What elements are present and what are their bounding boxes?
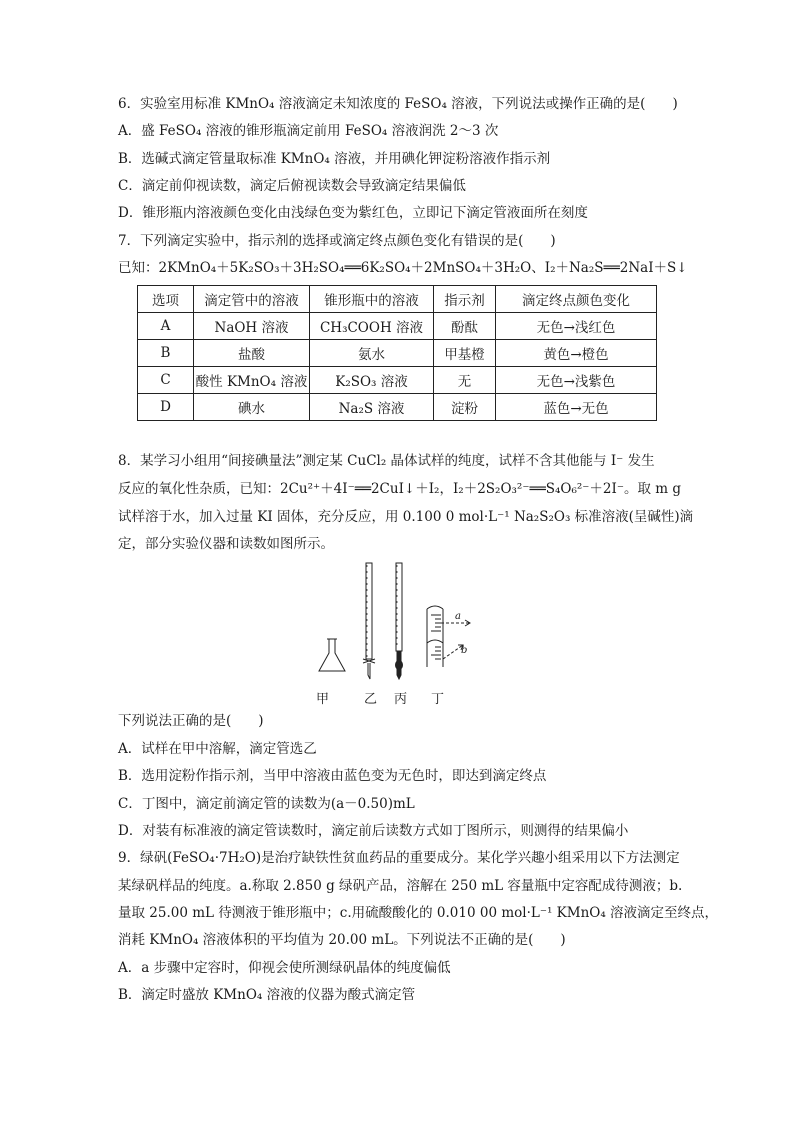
table-row [138, 394, 657, 421]
table-cell: 碘水 [194, 394, 310, 421]
figure-mark-a: a [455, 611, 461, 622]
q7-table [137, 285, 657, 421]
figure-label-bing: 丙 [394, 692, 408, 707]
table-header-cell: 锥形瓶中的溶液 [310, 286, 434, 313]
q9-line-3: 量取 25.00 mL 待测液于锥形瓶中；c.用硫酸酸化的 0.010 00 mol·L⁻¹ KMnO₄ 溶液滴定至终点， [118, 905, 719, 921]
table-cell: K₂SO₃ 溶液 [310, 367, 434, 394]
figure-label-yi: 乙 [364, 692, 378, 707]
q6-option-c: C．滴定前仰视读数，滴定后俯视读数会导致滴定结果偏低 [118, 178, 466, 194]
q9-line-1: 9．绿矾(FeSO₄·7H₂O)是治疗缺铁性贫血药品的重要成分。某化学兴趣小组采用以下方法测定 [118, 850, 680, 866]
acid-burette-icon [363, 563, 375, 679]
conical-flask-icon [319, 639, 345, 671]
figure-mark-b: b [461, 645, 468, 656]
q8-option-b: B．选用淀粉作指示剂，当甲中溶液由蓝色变为无色时，即达到滴定终点 [118, 768, 547, 784]
table-cell: 盐酸 [194, 340, 310, 367]
q8-option-d: D．对装有标准液的滴定管读数时，滴定前后读数方式如丁图所示，则测得的结果偏小 [118, 823, 629, 839]
q8-line-4: 定，部分实验仪器和读数如图所示。 [118, 536, 334, 552]
table-cell: D [138, 394, 194, 421]
table-cell: 酸性 KMnO₄ 溶液 [194, 367, 310, 394]
table-cell: 氨水 [310, 340, 434, 367]
q8-line-1: 8．某学习小组用“间接碘量法”测定某 CuCl₂ 晶体试样的纯度，试样不含其他能与 I⁻ 发生 [118, 453, 655, 469]
q9-option-b: B．滴定时盛放 KMnO₄ 溶液的仪器为酸式滴定管 [118, 987, 416, 1003]
q7-known: 已知：2KMnO₄＋5K₂SO₃＋3H₂SO₄══6K₂SO₄＋2MnSO₄＋3H₂O、I₂＋Na₂S══2NaI＋S↓ [118, 260, 688, 276]
table-cell: 无 [434, 367, 496, 394]
table-row [138, 313, 657, 340]
table-cell: 酚酞 [434, 313, 496, 340]
table-cell: 淀粉 [434, 394, 496, 421]
apparatus-figure [315, 557, 485, 707]
table-cell: 无色→浅红色 [496, 313, 657, 340]
q8-ask: 下列说法正确的是( ) [118, 713, 264, 729]
table-cell: 黄色→橙色 [496, 340, 657, 367]
q8-line-2: 反应的氧化性杂质，已知：2Cu²⁺＋4I⁻══2CuI↓＋I₂，I₂＋2S₂O₃²⁻══S₄O₆²⁻＋2I⁻。取 m g [118, 481, 681, 497]
q8-option-a: A．试样在甲中溶解，滴定管选乙 [118, 741, 317, 757]
q6-stem: 6．实验室用标准 KMnO₄ 溶液滴定未知浓度的 FeSO₄ 溶液，下列说法或操作正确的是( ) [118, 96, 678, 112]
table-cell: 甲基橙 [434, 340, 496, 367]
table-cell: B [138, 340, 194, 367]
q8-line-3: 试样溶于水，加入过量 KI 固体，充分反应，用 0.100 0 mol·L⁻¹ Na₂S₂O₃ 标准溶液(呈碱性)滴 [118, 509, 694, 525]
table-cell: NaOH 溶液 [194, 313, 310, 340]
q7-stem: 7．下列滴定实验中，指示剂的选择或滴定终点颜色变化有错误的是( ) [118, 233, 556, 249]
burette-reading-icon [427, 606, 470, 667]
q6-option-d: D．锥形瓶内溶液颜色变化由浅绿色变为紫红色，立即记下滴定管液面所在刻度 [118, 205, 588, 221]
table-cell: 无色→浅紫色 [496, 367, 657, 394]
table-header-row [138, 286, 657, 313]
table-header-cell: 指示剂 [434, 286, 496, 313]
figure-label-ding: 丁 [431, 692, 445, 707]
table-cell: 蓝色→无色 [496, 394, 657, 421]
table-cell: A [138, 313, 194, 340]
q9-line-2: 某绿矾样品的纯度。a.称取 2.850 g 绿矾产品，溶解在 250 mL 容量瓶中定容配成待测液；b. [118, 878, 683, 894]
table-row [138, 367, 657, 394]
table-header-cell: 滴定管中的溶液 [194, 286, 310, 313]
table-cell: Na₂S 溶液 [310, 394, 434, 421]
figure-label-jia: 甲 [316, 692, 330, 707]
q9-option-a: A．a 步骤中定容时，仰视会使所测绿矾晶体的纯度偏低 [118, 960, 451, 976]
table-row [138, 340, 657, 367]
q8-option-c: C．丁图中，滴定前滴定管的读数为(a－0.50)mL [118, 796, 415, 812]
table-header-cell: 选项 [138, 286, 194, 313]
q9-line-4: 消耗 KMnO₄ 溶液体积的平均值为 20.00 mL。下列说法不正确的是( ) [118, 932, 566, 948]
q6-option-b: B．选碱式滴定管量取标准 KMnO₄ 溶液，并用碘化钾淀粉溶液作指示剂 [118, 151, 551, 167]
table-cell: CH₃COOH 溶液 [310, 313, 434, 340]
table-cell: C [138, 367, 194, 394]
base-burette-icon [396, 563, 403, 679]
table-header-cell: 滴定终点颜色变化 [496, 286, 657, 313]
q6-option-a: A．盛 FeSO₄ 溶液的锥形瓶滴定前用 FeSO₄ 溶液润洗 2～3 次 [118, 123, 499, 139]
